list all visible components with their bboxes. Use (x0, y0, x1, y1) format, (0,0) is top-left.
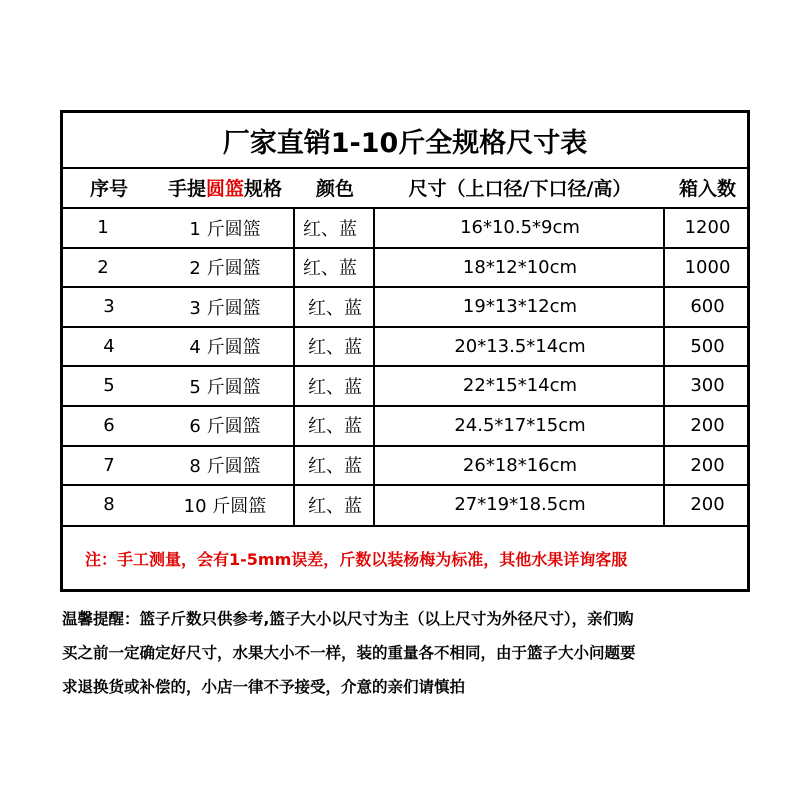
cell-size: 20*13.5*14cm (454, 335, 586, 357)
cell-color: 红、蓝 (308, 495, 362, 517)
cell-color: 红、蓝 (308, 337, 362, 359)
cell-qty: 200 (690, 454, 725, 476)
reminder-line: 求退换货或补偿的，小店一律不予接受，介意的亲们请慎拍 (62, 678, 466, 696)
cell-spec: 3 斤圆篮 (189, 297, 261, 319)
cell-spec: 5 斤圆篮 (189, 376, 261, 398)
cell-spec: 10 斤圆篮 (183, 495, 267, 517)
cell-size: 18*12*10cm (462, 256, 578, 278)
cell-index: 1 (97, 217, 109, 238)
header-spec (155, 167, 295, 207)
table-header (63, 167, 747, 207)
cell-color: 红、蓝 (308, 416, 362, 438)
cell-spec: 2 斤圆篮 (189, 258, 261, 280)
header-spec-prefix: 手提 (167, 177, 206, 200)
cell-index: 8 (103, 494, 115, 516)
reminder-line: 温馨提醒：篮子斤数只供参考,篮子大小以尺寸为主（以上尺寸为外径尺寸），亲们购 (62, 610, 634, 628)
table-row (63, 286, 747, 326)
cell-color: 红、蓝 (308, 376, 362, 398)
cell-index: 6 (103, 414, 115, 436)
header-color: 颜色 (315, 177, 354, 200)
header-size: 尺寸（上口径/下口径/高） (408, 177, 632, 200)
cell-size: 16*10.5*9cm (460, 217, 580, 238)
header-spec-highlight: 圆篮 (205, 177, 244, 200)
cell-color: 红、蓝 (308, 456, 362, 478)
cell-qty: 200 (690, 494, 725, 516)
cell-qty: 600 (690, 296, 725, 318)
cell-index: 2 (97, 256, 109, 278)
cell-size: 26*18*16cm (462, 454, 578, 476)
cell-spec: 1 斤圆篮 (189, 218, 261, 240)
cell-index: 5 (103, 375, 115, 397)
table-title: 厂家直销1-10斤全规格尺寸表 (63, 113, 747, 169)
cell-color: 红、蓝 (303, 258, 357, 280)
cell-index: 4 (103, 335, 115, 357)
reminder-line: 买之前一定确定好尺寸，水果大小不一样，装的重量各不相同，由于篮子大小问题要 (62, 644, 636, 662)
cell-spec: 6 斤圆篮 (189, 416, 261, 438)
cell-size: 27*19*18.5cm (454, 494, 586, 516)
header-qty: 箱入数 (678, 177, 736, 200)
cell-spec: 4 斤圆篮 (189, 337, 261, 359)
cell-qty: 200 (690, 414, 725, 436)
cell-qty: 500 (690, 335, 725, 357)
cell-qty: 300 (690, 375, 725, 397)
table-row (63, 207, 747, 247)
cell-qty: 1200 (684, 217, 731, 238)
cell-qty: 1000 (684, 256, 731, 278)
table-body (63, 207, 747, 524)
header-index: 序号 (89, 177, 128, 200)
measurement-note: 注：手工测量，会有1-5mm误差，斤数以装杨梅为标准，其他水果详询客服 (63, 525, 747, 589)
table-row (63, 484, 747, 524)
cell-size: 19*13*12cm (462, 296, 578, 318)
table-row (63, 326, 747, 366)
table-row (63, 445, 747, 485)
table-row (63, 247, 747, 287)
table-row (63, 405, 747, 445)
cell-index: 3 (103, 296, 115, 318)
cell-index: 7 (103, 454, 115, 476)
header-spec-suffix: 规格 (244, 177, 283, 200)
table-row (63, 365, 747, 405)
cell-size: 24.5*17*15cm (454, 414, 586, 436)
cell-spec: 8 斤圆篮 (189, 456, 261, 478)
cell-color: 红、蓝 (308, 297, 362, 319)
size-table (60, 110, 750, 592)
reminder-text (62, 602, 762, 704)
cell-color: 红、蓝 (303, 218, 357, 240)
cell-size: 22*15*14cm (462, 375, 578, 397)
